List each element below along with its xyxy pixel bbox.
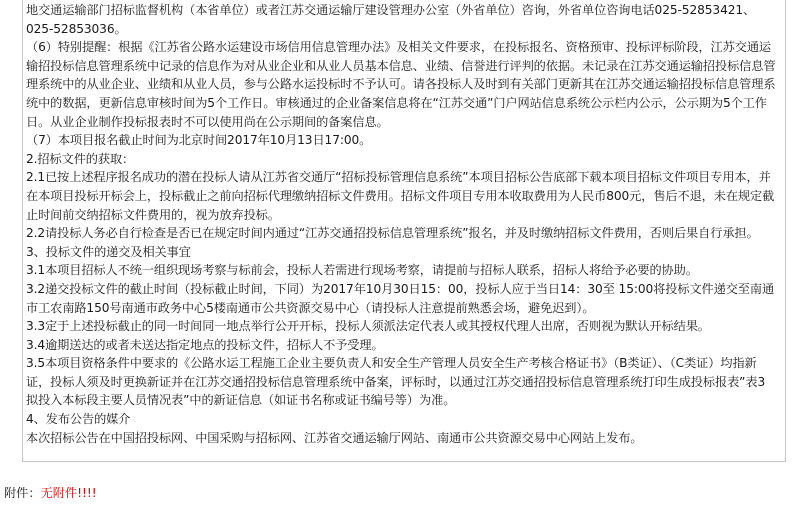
heading-submission: 3、投标文件的递交及相关事宜 xyxy=(26,244,191,259)
notice-body xyxy=(26,0,778,447)
attachments-row xyxy=(4,484,97,502)
paragraph-3-1: 3.1本项目招标人不统一组织现场考察与标前会，投标人若需进行现场考察，请提前与招标人联系，招标人将给予必要的协助。 xyxy=(26,263,698,278)
heading-publication-media: 4、发布公告的媒介 xyxy=(26,412,131,427)
attachments-value: 无附件!!!! xyxy=(40,486,97,500)
paragraph-2-2: 2.2请投标人务必自行检查是否已在规定时间内通过“江苏交通招投标信息管理系统”报名，并及时缴纳招标文件费用，否则后果自行承担。 xyxy=(26,226,759,241)
paragraph-3-5: 3.5本项目资格条件中要求的《公路水运工程施工企业主要负责人和安全生产管理人员安全生产考核合格证书》（B类证）、（C类证）均指新证，投标人须及时更换新证并在江苏交通招投标信息管理系统中备案，评标时，以通过江苏交通招投标信息管理系统打印生成投标报表”表3 拟投入本标段主要人员情况表”中的新证信息（如证书名称或证书编号等）为准。 xyxy=(26,356,766,408)
paragraph-publication-sites: 本次招标公告在中国招投标网、中国采购与招标网、江苏省交通运输厅网站、南通市公共资源交易中心网站上发布。 xyxy=(26,430,643,445)
paragraph-special-reminder: （6）特别提醒：根据《江苏省公路水运建设市场信用信息管理办法》及相关文件要求，在投标报名、资格预审、投标评标阶段，江苏交通运输招投标信息管理系统中记录的信息作为对从业企业和从业人员基本信息、业绩、信誉进行评判的依据。未记录在江苏交通运输招投标信息管理系统中的从业企业、业绩和从业人员，参与公路水运投标时不予认可。请各投标人及时到有关部门更新其在江苏交通运输招投标信息管理系统中的数据，更新信息审核时间为5个工作日。审核通过的企业备案信息将在“江苏交通”门户网站信息系统公示栏内公示，公示期为5个工作日。从业企业制作投标报表时不可以使用尚在公示期间的备案信息。 xyxy=(26,40,776,129)
paragraph-3-3: 3.3定于上述投标截止的同一时间同一地点举行公开开标，投标人须派法定代表人或其授权代理人出席，否则视为默认开标结果。 xyxy=(26,319,710,334)
paragraph-contact-info: 地交通运输部门招标监督机构（本省单位）或者江苏交通运输厅建设管理办公室（外省单位）咨询，外省单位咨询电话025-52853421、025-52853036。 xyxy=(26,3,756,36)
attachments-label: 附件： xyxy=(4,486,41,500)
paragraph-3-4: 3.4逾期送达的或者未送达指定地点的投标文件，招标人不予受理。 xyxy=(26,337,384,352)
paragraph-3-2: 3.2递交投标文件的截止时间（投标截止时间，下同）为2017年10月30日15：00，投标人应于当日14：30至 15:00将投标文件递交至南通市工农南路150号南通市政务中心5楼南通市公共资源交易中心（请投标人注意提前熟悉会场，避免迟到）。 xyxy=(26,281,775,315)
paragraph-registration-deadline: （7）本项目报名截止时间为北京时间2017年10月13日17:00。 xyxy=(26,133,372,148)
paragraph-2-1: 2.1已按上述程序报名成功的潜在投标人请从江苏省交通厅“招标投标管理信息系统”本项目招标公告底部下载本项目招标文件项目专用本，并在本项目投标开标会上，投标截止之前向招标代理缴纳招标文件费用。招标文件项目专用本收取费用为人民币800元，售后不退，未在规定截止时间前交纳招标文件费用的，视为放弃投标。 xyxy=(26,170,775,222)
heading-obtain-bid-documents: 2.招标文件的获取： xyxy=(26,151,135,166)
